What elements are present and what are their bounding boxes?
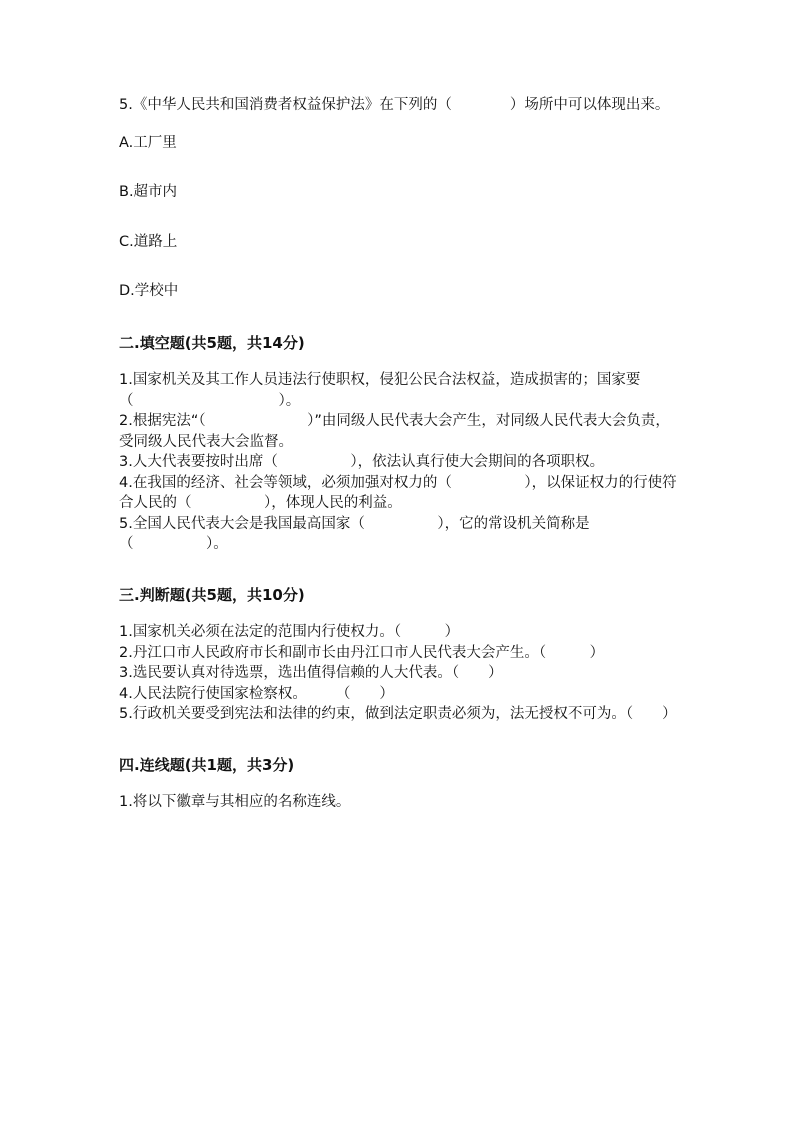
judge-question-list <box>119 622 679 725</box>
option-d: D.学校中 <box>119 283 179 299</box>
question-5: 5.《中华人民共和国消费者权益保护法》在下列的（ ）场所中可以体现出来。 <box>119 97 670 113</box>
fill-question-2: 2.根据宪法“（ ）”由同级人民代表大会产生，对同级人民代表大会负责，受同级人民代表大会监督。 <box>119 413 670 450</box>
judge-question-4: 4.人民法院行使国家检察权。 （ ） <box>119 685 394 702</box>
match-question-list <box>119 792 679 813</box>
fill-question-4: 4.在我国的经济、社会等领域，必须加强对权力的（ ），以保证权力的行使符合人民的（ ），体现人民的利益。 <box>119 474 677 511</box>
option-a: A.工厂里 <box>119 134 177 151</box>
match-question-1: 1.将以下徽章与其相应的名称连线。 <box>119 794 351 810</box>
fill-question-5: 5.全国人民代表大会是我国最高国家（ ），它的常设机关简称是（ ）。 <box>119 515 590 552</box>
fill-question-1: 1.国家机关及其工作人员违法行使职权，侵犯公民合法权益，造成损害的；国家要（ ）。 <box>119 372 641 409</box>
fill-question-3: 3.人大代表要按时出席（ ），依法认真行使大会期间的各项职权。 <box>119 454 605 470</box>
judge-question-5: 5.行政机关要受到宪法和法律的约束，做到法定职责必须为，法无授权不可为。（ ） <box>119 706 677 722</box>
judge-question-1: 1.国家机关必须在法定的范围内行使权力。（ ） <box>119 624 460 640</box>
judge-question-2: 2.丹江口市人民政府市长和副市长由丹江口市人民代表大会产生。（ ） <box>119 644 605 661</box>
option-c: C.道路上 <box>119 233 178 250</box>
option-b: B.超市内 <box>119 184 178 200</box>
fill-section-heading: 二.填空题(共5题，共14分) <box>119 333 305 352</box>
match-section-heading: 四.连线题(共1题，共3分) <box>119 755 295 774</box>
judge-question-3: 3.选民要认真对待选票，选出值得信赖的人大代表。（ ） <box>119 665 503 681</box>
judge-section-heading: 三.判断题(共5题，共10分) <box>119 585 305 604</box>
page-content <box>119 95 679 813</box>
fill-question-list <box>119 370 679 555</box>
